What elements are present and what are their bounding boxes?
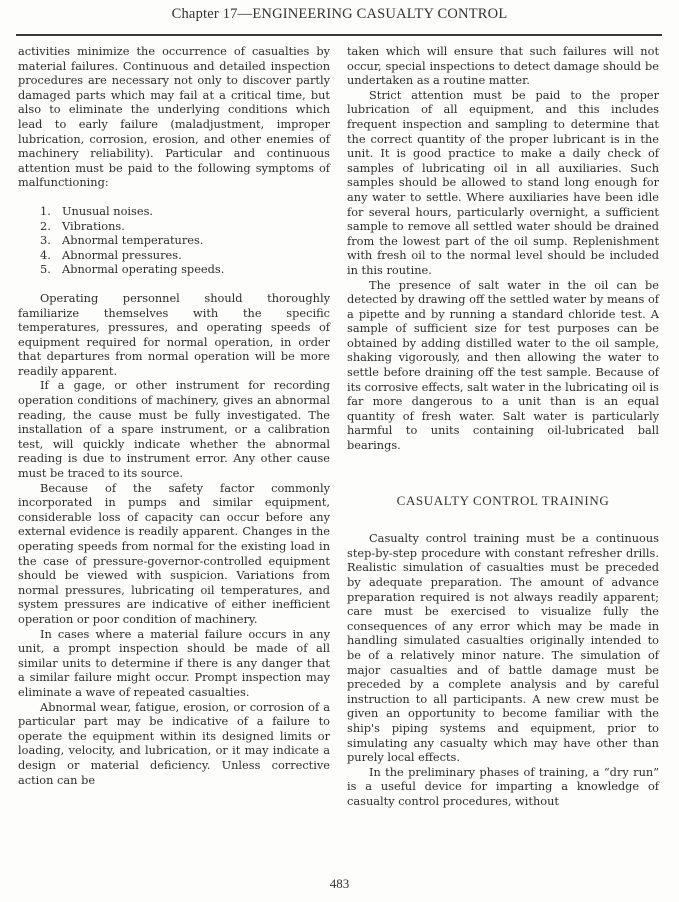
list-text: Unusual noises.: [62, 203, 154, 218]
paragraph: Casualty control training must be a continuous step-by-step procedure with constant refresher drills. Realistic simulation of casualties must be preceded by adequate preparation. The amount of advance preparation required is not always readily apparent; care must be exercised to visualize fully the consequences of any error which may be made in handling simulated casualties originally intended to be of a relatively minor nature. The simulation of major casualties and of battle damage must be preceded by a complete analysis and by careful instruction to all participants. A new crew must be given an opportunity to become familiar with the ship's piping systems and equipment, prior to simulating any casualty which may have other than purely local effects.: [347, 531, 659, 765]
header-rule: [16, 34, 662, 36]
paragraph: If a gage, or other instrument for recording operation conditions of machinery, gives an abnormal reading, the cause must be fully investigated. The installation of a spare instrument, or a calibration test, will quickly indicate whether the abnormal reading is due to instrument error. Any other cause must be traced to its source.: [18, 378, 330, 481]
list-number: 5.: [40, 262, 51, 277]
paragraph: Operating personnel should thoroughly familiarize themselves with the specific temperatures, pressures, and operating speeds of equipment required for normal operation, in order that departures from normal operation will be more readily apparent.: [18, 290, 330, 378]
list-item: [40, 204, 330, 219]
list-text: Abnormal pressures.: [62, 247, 182, 262]
right-column: [347, 44, 659, 809]
paragraph: Strict attention must be paid to the proper lubrication of all equipment, and this includes frequent inspection and sampling to determine that the correct quantity of the proper lubricant is in the unit. It is good practice to make a daily check of samples of lubricating oil in all auxiliaries. Such samples should be allowed to stand long enough for any water to settle. Where auxiliaries have been idle for several hours, particularly overnight, a sufficient sample to remove all settled water should be drained from the lowest part of the oil sump. Replenishment with fresh oil to the normal level should be included in this routine.: [347, 87, 659, 277]
paragraph: activities minimize the occurrence of casualties by material failures. Continuous and detailed inspection procedures are necessary not only to discover partly damaged parts which may fail at a critical time, but also to eliminate the underlying conditions which lead to early failure (maladjustment, improper lubrication, corrosion, erosion, and other enemies of machinery reliability). Particular and continuous attention must be paid to the following symptoms of malfunctioning:: [18, 44, 330, 190]
symptoms-list: [40, 204, 330, 277]
list-item: [40, 233, 330, 248]
left-column: [18, 44, 330, 787]
paragraph: In the preliminary phases of training, a “dry run” is a useful device for imparting a knowledge of casualty control procedures, without: [347, 764, 659, 808]
list-item: [40, 248, 330, 263]
list-text: Vibrations.: [62, 218, 125, 233]
paragraph: The presence of salt water in the oil can be detected by drawing off the settled water by means of a pipette and by running a standard chloride test. A sample of sufficient size for test purposes can be obtained by adding distilled water to the oil sample, shaking vigorously, and then allowing the water to settle before draining off the test sample. Because of its corrosive effects, salt water in the lubricating oil is far more dangerous to a unit than is an equal quantity of fresh water. Salt water is particularly harmful to units containing oil-lubricated ball bearings.: [347, 277, 659, 453]
list-number: 3.: [40, 233, 51, 248]
list-text: Abnormal operating speeds.: [62, 262, 225, 277]
running-header: Chapter 17—ENGINEERING CASUALTY CONTROL: [171, 6, 508, 22]
section-heading: CASUALTY CONTROL TRAINING: [396, 492, 610, 508]
list-text: Abnormal temperatures.: [62, 233, 204, 248]
paragraph: In cases where a material failure occurs in any unit, a prompt inspection should be made of all similar units to determine if there is any danger that a similar failure might occur. Prompt inspection may eliminate a wave of repeated casualties.: [18, 626, 330, 699]
list-number: 4.: [40, 247, 51, 262]
page-number: 483: [329, 876, 350, 891]
list-item: [40, 219, 330, 234]
list-item: [40, 262, 330, 277]
paragraph: taken which will ensure that such failures will not occur, special inspections to detect damage should be undertaken as a routine matter.: [347, 44, 659, 88]
paragraph: Abnormal wear, fatigue, erosion, or corrosion of a particular part may be indicative of a failure to operate the equipment within its designed limits or loading, velocity, and lubrication, or it may indicate a design or material deficiency. Unless corrective action can be: [18, 699, 330, 787]
paragraph: Because of the safety factor commonly incorporated in pumps and similar equipment, considerable loss of capacity can occur before any external evidence is readily apparent. Changes in the operating speeds from normal for the existing load in the case of pressure-governor-controlled equipment should be viewed with suspicion. Variations from normal pressures, lubricating oil temperatures, and system pressures are indicative of either inefficient operation or poor condition of machinery.: [18, 480, 330, 626]
list-number: 1.: [40, 203, 51, 218]
list-number: 2.: [40, 218, 51, 233]
